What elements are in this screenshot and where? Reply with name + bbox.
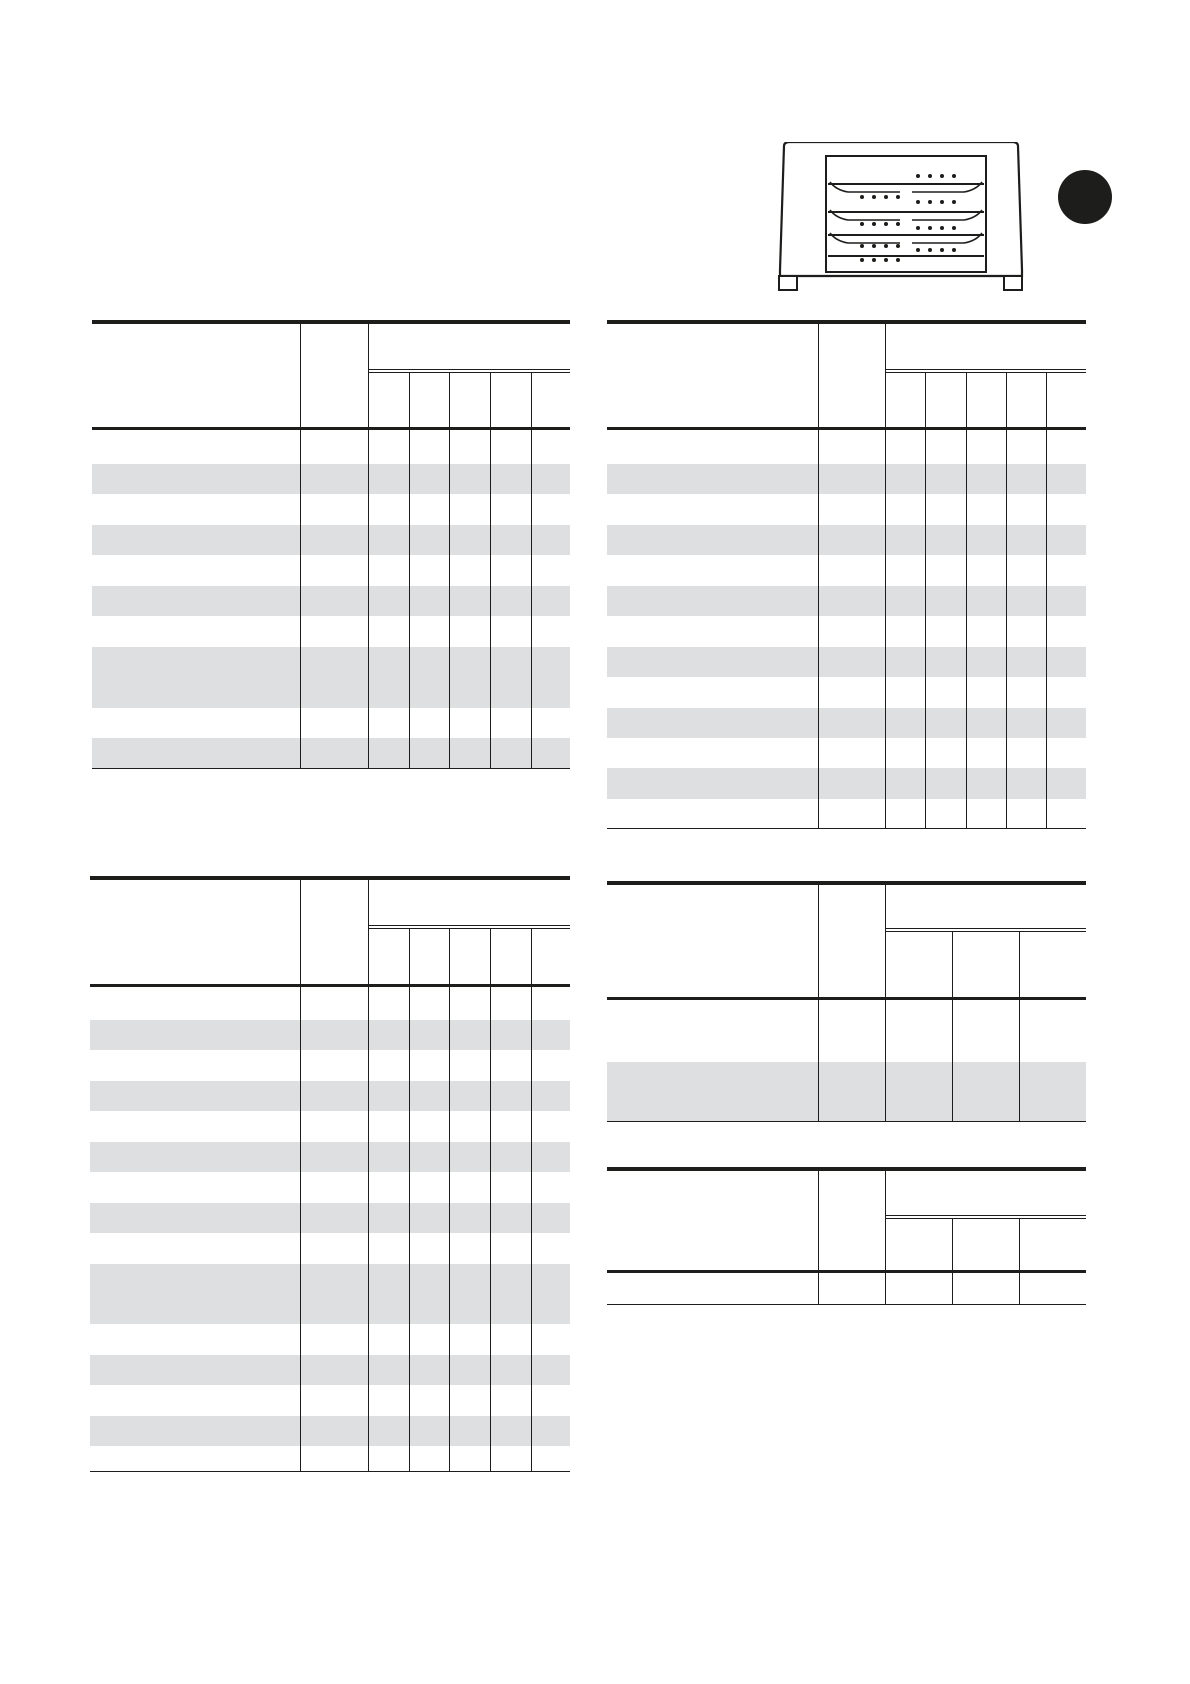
table-row (607, 1062, 1086, 1122)
black-circle-icon (1058, 170, 1112, 224)
table-row (92, 525, 570, 555)
table-column-divider (952, 1218, 953, 1305)
table-row (90, 1264, 570, 1324)
table-column-divider (1006, 372, 1007, 829)
table-top-left (92, 320, 570, 769)
table-top-right (607, 320, 1086, 829)
table-row (92, 555, 570, 586)
table-header-rule (92, 427, 570, 430)
table-subheader-rule (368, 928, 570, 929)
table-bottom-rule (92, 768, 570, 769)
table-row (90, 1416, 570, 1446)
table-row (90, 1324, 570, 1355)
table-column-divider (952, 931, 953, 1122)
table-mid-right (607, 881, 1086, 1122)
table-row (607, 586, 1086, 616)
table-row (607, 616, 1086, 647)
table-bottom-rule (607, 1121, 1086, 1122)
table-column-divider (449, 372, 450, 769)
table-subheader-rule (885, 1218, 1086, 1219)
table-row (607, 677, 1086, 708)
table-row (607, 647, 1086, 677)
table-header-rule (607, 1270, 1086, 1273)
table-column-divider (531, 372, 532, 769)
table-column-divider (818, 324, 819, 829)
table-row (90, 1233, 570, 1264)
table-header-rule (607, 997, 1086, 1000)
table-column-divider (1019, 1218, 1020, 1305)
table-top-rule (607, 320, 1086, 324)
table-row (92, 616, 570, 647)
table-bottom-rule (607, 828, 1086, 829)
table-column-divider (531, 928, 532, 1472)
table-top-rule (607, 1167, 1086, 1171)
table-column-divider (449, 928, 450, 1472)
table-subheader-rule (368, 372, 570, 373)
table-row (607, 799, 1086, 829)
table-column-divider (368, 880, 369, 1472)
table-row (607, 1271, 1086, 1305)
table-row (607, 768, 1086, 799)
table-row (90, 985, 570, 1020)
table-bottom-left (90, 876, 570, 1472)
table-row (607, 525, 1086, 555)
table-top-rule (90, 876, 570, 880)
table-column-divider (409, 928, 410, 1472)
table-column-divider (300, 880, 301, 1472)
table-row (607, 428, 1086, 464)
table-subheader-rule (885, 369, 1086, 370)
table-row (90, 1172, 570, 1203)
table-row (607, 494, 1086, 525)
table-row (92, 464, 570, 494)
table-row (90, 1142, 570, 1172)
table-subheader-rule (885, 1215, 1086, 1216)
table-row (607, 738, 1086, 768)
table-row (607, 464, 1086, 494)
table-column-divider (490, 372, 491, 769)
table-column-divider (368, 324, 369, 769)
table-bottom-right (607, 1167, 1086, 1305)
table-row (92, 647, 570, 708)
table-row (92, 708, 570, 738)
oven-shelf-icon (778, 142, 1024, 292)
table-column-divider (885, 1171, 886, 1305)
table-row (90, 1111, 570, 1142)
table-column-divider (925, 372, 926, 829)
table-header-rule (90, 984, 570, 987)
table-row (90, 1050, 570, 1081)
table-top-rule (92, 320, 570, 324)
table-column-divider (818, 1171, 819, 1305)
table-row (92, 586, 570, 616)
table-column-divider (1046, 372, 1047, 829)
table-row (92, 494, 570, 525)
table-row (607, 708, 1086, 738)
table-subheader-rule (885, 931, 1086, 932)
table-bottom-rule (607, 1304, 1086, 1305)
table-column-divider (885, 324, 886, 829)
table-column-divider (966, 372, 967, 829)
table-row (90, 1385, 570, 1416)
table-subheader-rule (368, 369, 570, 370)
table-column-divider (885, 885, 886, 1122)
table-row (607, 555, 1086, 586)
table-subheader-rule (368, 925, 570, 926)
table-row (607, 998, 1086, 1062)
table-row (90, 1446, 570, 1472)
table-bottom-rule (90, 1471, 570, 1472)
table-column-divider (490, 928, 491, 1472)
table-row (90, 1020, 570, 1050)
table-row (92, 428, 570, 464)
table-column-divider (300, 324, 301, 769)
table-column-divider (818, 885, 819, 1122)
table-row (92, 738, 570, 769)
table-subheader-rule (885, 372, 1086, 373)
table-row (90, 1081, 570, 1111)
table-top-rule (607, 881, 1086, 885)
table-subheader-rule (885, 928, 1086, 929)
table-row (90, 1203, 570, 1233)
table-row (90, 1355, 570, 1385)
table-column-divider (1019, 931, 1020, 1122)
table-header-rule (607, 427, 1086, 430)
table-column-divider (409, 372, 410, 769)
